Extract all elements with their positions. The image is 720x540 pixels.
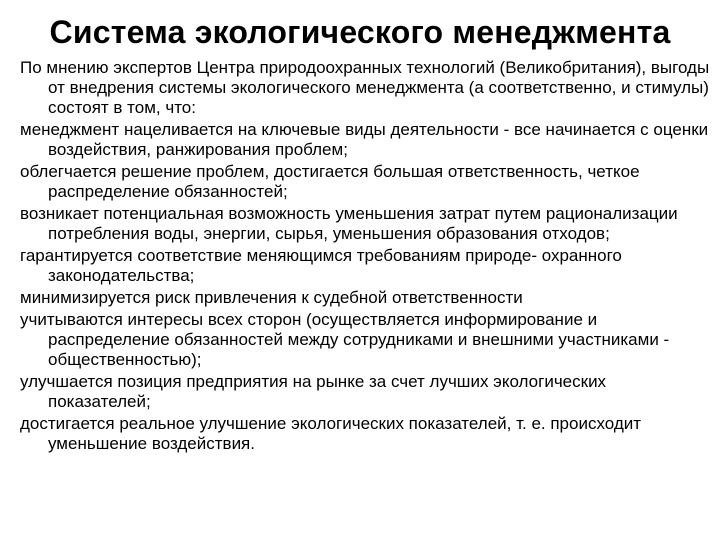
paragraph-text: облегчается решение проблем, достигается большая ответственность, четкое распределение обязанностей; [20, 162, 640, 201]
benefit-item [20, 204, 710, 244]
benefit-item [20, 310, 710, 370]
benefit-item [20, 372, 710, 412]
intro-paragraph [20, 58, 710, 118]
paragraph-text: гарантируется соответствие меняющимся требованиям природе- охранного законодательства; [20, 246, 622, 285]
paragraph-text: достигается реальное улучшение экологических показателей, т. е. происходит уменьшение воздействия. [20, 414, 642, 453]
benefit-item [20, 120, 710, 160]
paragraph-text: учитываются интересы всех сторон (осуществляется информирование и распределение обязанностей между сотрудниками и внешними участниками - общественностью); [20, 310, 670, 369]
slide-body [20, 58, 710, 456]
paragraph-text: минимизируется риск привлечения к судебной ответственности [20, 288, 523, 307]
benefit-item [20, 414, 710, 454]
paragraph-text: менеджмент нацеливается на ключевые виды деятельности - все начинается с оценки воздействия, ранжирования проблем; [20, 120, 709, 159]
slide-title: Система экологического менеджмента [49, 14, 671, 50]
benefit-item [20, 246, 710, 286]
paragraph-text: улучшается позиция предприятия на рынке за счет лучших экологических показателей; [20, 372, 607, 411]
paragraph-text: возникает потенциальная возможность уменьшения затрат путем рационализации потребления воды, энергии, сырья, уменьшения образования отходов; [20, 204, 678, 243]
benefit-item [20, 162, 710, 202]
benefit-item [20, 288, 710, 308]
paragraph-text: По мнению экспертов Центра природоохранных технологий (Великобритания), выгоды от внедрения системы экологического менеджмента (а соответственно, и стимулы) состоят в том, что: [20, 58, 710, 117]
